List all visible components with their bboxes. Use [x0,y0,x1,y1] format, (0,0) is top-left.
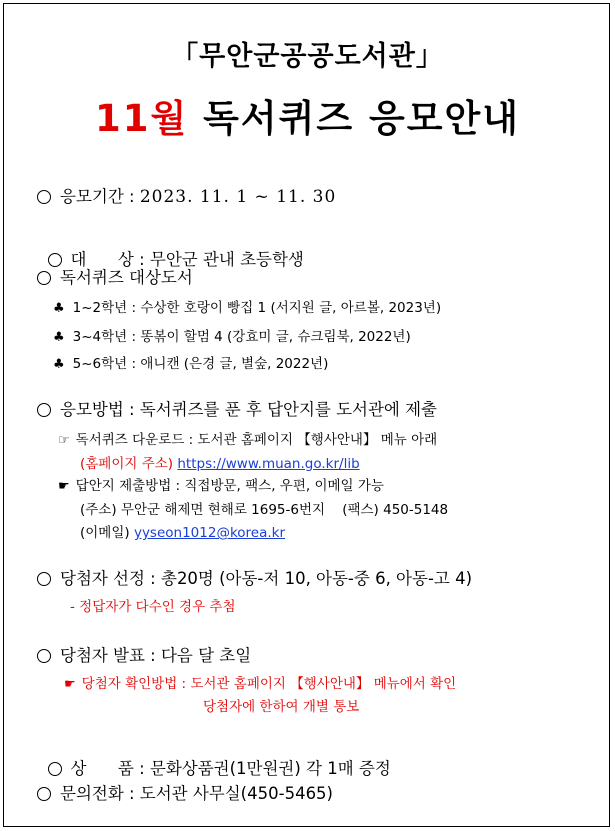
winners-value: 총20명 (아동-저 10, 아동-중 6, 아동-고 4) [161,569,473,588]
title-month: 11월 [95,97,189,140]
prize-label: 상 품 : 문화상품권(1만원권) 각 1매 증정 [70,759,391,778]
prize-row [37,736,391,779]
target-value: 무안군 관내 초등학생 [149,250,304,269]
circle-bullet-icon [37,572,51,586]
email-label: (이메일) [80,525,134,541]
pointing-hand-icon: ☛ [58,479,70,494]
period-row [37,183,336,207]
announce-row [37,642,251,666]
club-icon: ♣ [53,301,65,316]
email-link[interactable]: yyseon1012@korea.kr [133,525,286,541]
circle-bullet-icon [48,762,62,776]
method-row [37,396,437,420]
address-line: (주소) 무안군 해제면 현해로 1695-6번지 (팩스) 450-5148 [80,502,449,518]
winners-row [37,565,472,589]
book-item: ♣ 1~2학년 : 수상한 호랑이 빵집 1 (서지원 글, 아르볼, 2023년) [53,300,442,316]
announce-check-line: ☛ 당첨자 확인방법 : 도서관 홈페이지 【행사안내】 메뉴에서 확인 [64,676,457,692]
title-text: 독서퀴즈 응모안내 [203,97,520,140]
winners-label: 당첨자 선정 : [60,569,161,588]
period-label: 응모기간 : [60,187,140,206]
club-icon: ♣ [53,357,65,372]
method-heading: 응모방법 : 독서퀴즈를 푼 후 답안지를 도서관에 제출 [60,400,437,419]
target-label: 대 상 : [70,250,150,269]
books-heading-row [37,264,193,288]
pointing-hand-icon: ☛ [64,677,76,692]
books-heading: 독서퀴즈 대상도서 [60,268,193,287]
winners-note: - 정답자가 다수인 경우 추첨 [70,599,236,615]
circle-bullet-icon [37,190,51,204]
homepage-line [80,452,360,472]
circle-bullet-icon [37,403,51,417]
page-title [0,88,615,142]
homepage-label: (홈페이지 주소) [80,456,178,472]
circle-bullet-icon [37,787,51,801]
submit-line: ☛ 답안지 제출방법 : 직접방문, 팩스, 우편, 이메일 가능 [58,478,384,494]
pointing-hand-icon: ☞ [58,433,70,448]
period-value: 2023. 11. 1 ~ 11. 30 [139,187,337,207]
circle-bullet-icon [37,649,51,663]
announce-check-line-2: 당첨자에 한하여 개별 통보 [203,699,360,715]
email-line [80,521,285,541]
book-item: ♣ 5~6학년 : 애니캔 (은경 글, 별숲, 2022년) [53,356,329,372]
homepage-link[interactable]: https://www.muan.go.kr/lib [177,456,360,472]
contact-row [37,780,333,804]
download-line: ☞ 독서퀴즈 다운로드 : 도서관 홈페이지 【행사안내】 메뉴 아래 [58,432,438,448]
book-item: ♣ 3~4학년 : 똥볶이 할멈 4 (강효미 글, 슈크림북, 2022년) [53,329,411,345]
contact-label: 문의전화 : 도서관 사무실(450-5465) [60,784,333,803]
circle-bullet-icon [37,271,51,285]
club-icon: ♣ [53,330,65,345]
announce-label: 당첨자 발표 : 다음 달 초일 [60,646,252,665]
library-name: 「무안군공공도서관」 [171,41,444,72]
